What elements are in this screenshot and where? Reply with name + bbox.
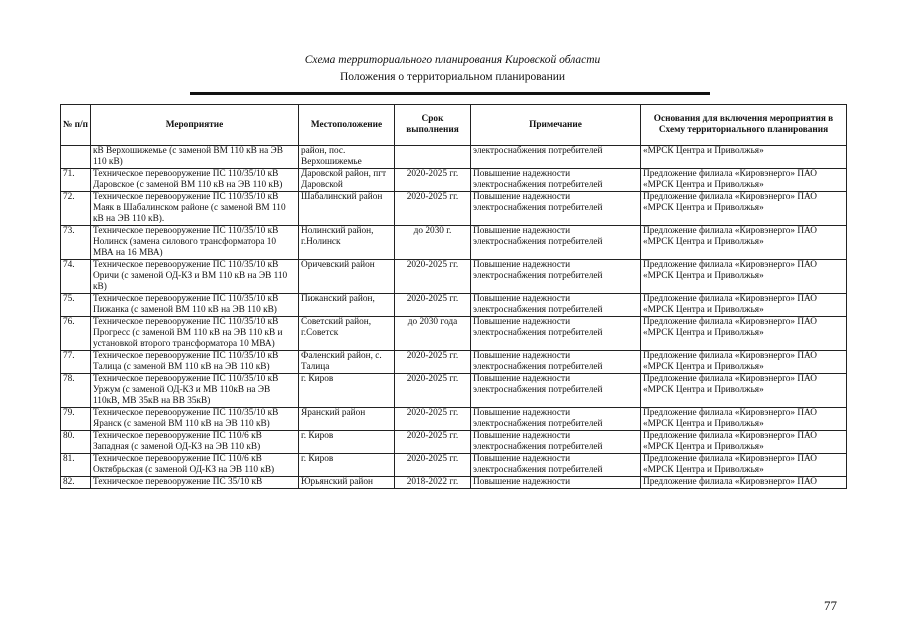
cell-note: электроснабжения потребителей	[471, 146, 641, 169]
cell-num: 75.	[61, 294, 91, 317]
table-row	[61, 226, 847, 260]
cell-term: 2020-2025 гг.	[395, 454, 471, 477]
cell-num: 82.	[61, 477, 91, 489]
cell-event: Техническое перевооружение ПС 110/35/10 кВ Нолинск (замена силового трансформатора 10 МВА на 16 МВА)	[91, 226, 299, 260]
cell-basis: Предложение филиала «Кировэнерго» ПАО «МРСК Центра и Приволжья»	[641, 408, 847, 431]
cell-basis: Предложение филиала «Кировэнерго» ПАО «МРСК Центра и Приволжья»	[641, 260, 847, 294]
header-event: Мероприятие	[91, 105, 299, 146]
cell-location: Фаленский район, с. Талица	[299, 351, 395, 374]
cell-basis: Предложение филиала «Кировэнерго» ПАО «МРСК Центра и Приволжья»	[641, 317, 847, 351]
cell-event: Техническое перевооружение ПС 110/35/10 кВ Даровское (с заменой ВМ 110 кВ на ЭВ 110 кВ)	[91, 169, 299, 192]
cell-term: 2020-2025 гг.	[395, 351, 471, 374]
cell-num	[61, 146, 91, 169]
cell-event: Техническое перевооружение ПС 110/6 кВ Октябрьская (с заменой ОД-КЗ на ЭВ 110 кВ)	[91, 454, 299, 477]
cell-basis: «МРСК Центра и Приволжья»	[641, 146, 847, 169]
table-row	[61, 169, 847, 192]
header-num: № п/п	[61, 105, 91, 146]
cell-note: Повышение надежности электроснабжения потребителей	[471, 351, 641, 374]
cell-term: 2020-2025 гг.	[395, 260, 471, 294]
header-term: Срок выполнения	[395, 105, 471, 146]
cell-event: Техническое перевооружение ПС 110/35/10 кВ Прогресс (с заменой ВМ 110 кВ на ЭВ 110 кВ и установкой второго трансформатора 10 МВА)	[91, 317, 299, 351]
table-row	[61, 317, 847, 351]
cell-num: 71.	[61, 169, 91, 192]
cell-location: район, пос. Верхошижемье	[299, 146, 395, 169]
cell-term: до 2030 года	[395, 317, 471, 351]
cell-event: Техническое перевооружение ПС 110/35/10 кВ Уржум (с заменой ОД-КЗ и МВ 110кВ на ЭВ 110кВ, МВ 35кВ на ВВ 35кВ)	[91, 374, 299, 408]
cell-note: Повышение надежности электроснабжения потребителей	[471, 169, 641, 192]
cell-note: Повышение надежности	[471, 477, 641, 489]
measures-table	[60, 104, 847, 489]
cell-term: 2020-2025 гг.	[395, 294, 471, 317]
cell-num: 73.	[61, 226, 91, 260]
cell-event: Техническое перевооружение ПС 110/35/10 кВ Яранск (с заменой ВМ 110 кВ на ЭВ 110 кВ)	[91, 408, 299, 431]
cell-note: Повышение надежности электроснабжения потребителей	[471, 226, 641, 260]
cell-event: Техническое перевооружение ПС 110/35/10 кВ Оричи (с заменой ОД-КЗ и ВМ 110 кВ на ЭВ 110 кВ)	[91, 260, 299, 294]
table-row	[61, 408, 847, 431]
cell-num: 74.	[61, 260, 91, 294]
cell-basis: Предложение филиала «Кировэнерго» ПАО «МРСК Центра и Приволжья»	[641, 374, 847, 408]
cell-event: кВ Верхошижемье (с заменой ВМ 110 кВ на ЭВ 110 кВ)	[91, 146, 299, 169]
table-row	[61, 192, 847, 226]
cell-num: 79.	[61, 408, 91, 431]
cell-num: 76.	[61, 317, 91, 351]
table-row	[61, 351, 847, 374]
cell-num: 72.	[61, 192, 91, 226]
cell-basis: Предложение филиала «Кировэнерго» ПАО «МРСК Центра и Приволжья»	[641, 192, 847, 226]
cell-term: 2018-2022 гг.	[395, 477, 471, 489]
page-number: 77	[824, 598, 837, 613]
cell-basis: Предложение филиала «Кировэнерго» ПАО «МРСК Центра и Приволжья»	[641, 431, 847, 454]
cell-term: 2020-2025 гг.	[395, 374, 471, 408]
cell-note: Повышение надежности электроснабжения потребителей	[471, 431, 641, 454]
cell-basis: Предложение филиала «Кировэнерго» ПАО «МРСК Центра и Приволжья»	[641, 226, 847, 260]
table-row	[61, 477, 847, 489]
cell-location: Яранский район	[299, 408, 395, 431]
cell-location: Даровской район, пгт Даровской	[299, 169, 395, 192]
header-note: Примечание	[471, 105, 641, 146]
cell-term: 2020-2025 гг.	[395, 169, 471, 192]
cell-term: до 2030 г.	[395, 226, 471, 260]
table-row	[61, 294, 847, 317]
cell-event: Техническое перевооружение ПС 110/6 кВ Западная (с заменой ОД-КЗ на ЭВ 110 кВ)	[91, 431, 299, 454]
cell-location: г. Киров	[299, 454, 395, 477]
cell-location: Нолинский район, г.Нолинск	[299, 226, 395, 260]
table-row	[61, 431, 847, 454]
cell-note: Повышение надежности электроснабжения потребителей	[471, 192, 641, 226]
cell-location: г. Киров	[299, 374, 395, 408]
cell-event: Техническое перевооружение ПС 110/35/10 кВ Пижанка (с заменой ВМ 110 кВ на ЭВ 110 кВ)	[91, 294, 299, 317]
table-body	[61, 146, 847, 489]
cell-note: Повышение надежности электроснабжения потребителей	[471, 317, 641, 351]
cell-note: Повышение надежности электроснабжения потребителей	[471, 294, 641, 317]
cell-basis: Предложение филиала «Кировэнерго» ПАО «МРСК Центра и Приволжья»	[641, 169, 847, 192]
cell-basis: Предложение филиала «Кировэнерго» ПАО «МРСК Центра и Приволжья»	[641, 294, 847, 317]
cell-location: Шабалинский район	[299, 192, 395, 226]
cell-note: Повышение надежности электроснабжения потребителей	[471, 260, 641, 294]
cell-num: 81.	[61, 454, 91, 477]
document-title: Схема территориального планирования Кировской области	[304, 54, 601, 66]
cell-location: Советский район, г.Советск	[299, 317, 395, 351]
cell-num: 77.	[61, 351, 91, 374]
cell-num: 80.	[61, 431, 91, 454]
cell-basis: Предложение филиала «Кировэнерго» ПАО	[641, 477, 847, 489]
table-row	[61, 374, 847, 408]
table-row	[61, 454, 847, 477]
cell-location: Юрьянский район	[299, 477, 395, 489]
cell-basis: Предложение филиала «Кировэнерго» ПАО «МРСК Центра и Приволжья»	[641, 454, 847, 477]
table-header-row	[61, 105, 847, 146]
header-rule	[190, 92, 710, 95]
cell-note: Повышение надежности электроснабжения потребителей	[471, 408, 641, 431]
document-subtitle: Положения о территориальном планировании	[339, 71, 566, 83]
cell-event: Техническое перевооружение ПС 35/10 кВ	[91, 477, 299, 489]
cell-term	[395, 146, 471, 169]
cell-location: Оричевский район	[299, 260, 395, 294]
cell-term: 2020-2025 гг.	[395, 408, 471, 431]
cell-event: Техническое перевооружение ПС 110/35/10 кВ Маяк в Шабалинском районе (с заменой ВМ 110 кВ на ЭВ 110 кВ).	[91, 192, 299, 226]
cell-event: Техническое перевооружение ПС 110/35/10 кВ Талица (с заменой ВМ 110 кВ на ЭВ 110 кВ)	[91, 351, 299, 374]
table-row	[61, 146, 847, 169]
header-basis: Основания для включения мероприятия в Схему территориального планирования	[641, 105, 847, 146]
cell-location: Пижанский район,	[299, 294, 395, 317]
cell-num: 78.	[61, 374, 91, 408]
cell-term: 2020-2025 гг.	[395, 192, 471, 226]
cell-term: 2020-2025 гг.	[395, 431, 471, 454]
cell-location: г. Киров	[299, 431, 395, 454]
table-row	[61, 260, 847, 294]
cell-note: Повышение надежности электроснабжения потребителей	[471, 454, 641, 477]
header-location: Местоположение	[299, 105, 395, 146]
cell-basis: Предложение филиала «Кировэнерго» ПАО «МРСК Центра и Приволжья»	[641, 351, 847, 374]
cell-note: Повышение надежности электроснабжения потребителей	[471, 374, 641, 408]
